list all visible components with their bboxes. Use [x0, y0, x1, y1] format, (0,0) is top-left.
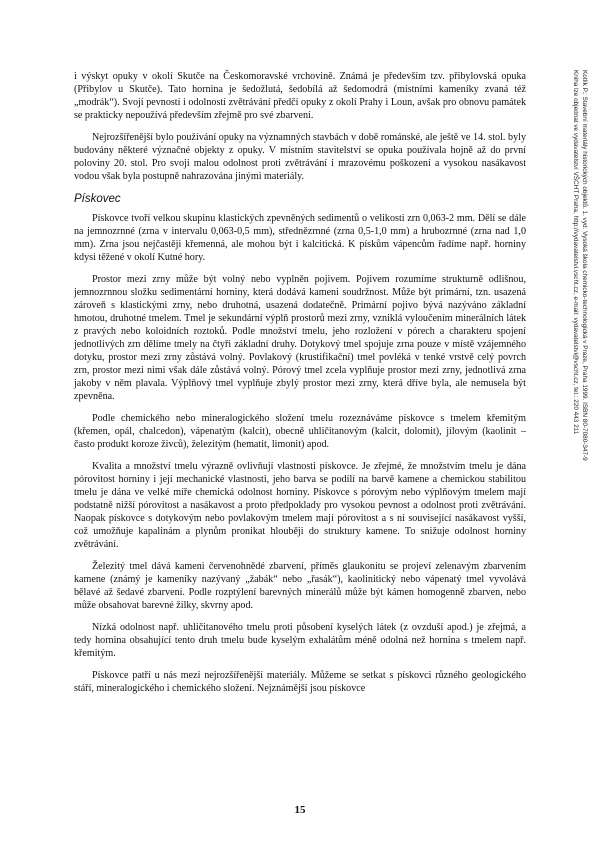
intro-paragraph: i výskyt opuky v okolí Skutče na Českomoravské vrchovině. Známá je především tzv. přibylovská opuka (Přibylov u Skutče). Tato hornina je šedožlutá, šedobílá až šedomodrá (místními kameníky zvaná též „modrák“). Svojí pevností i odolností zvětrávání předčí opuky z okolí Prahy i Loun, avšak pro obnovu památek se prakticky nepoužívá především zřejmě pro své zbarvení. — [74, 71, 526, 121]
paragraph: Pískovce patří u nás mezi nejrozšířenější materiály. Můžeme se setkat s pískovci různého geologického stáří, mineralogického i chemického složení. Nejznámější jsou pískovce — [74, 670, 526, 694]
usage-paragraph: Nejrozšířenější bylo používání opuky na významných stavbách v době románské, ale ještě ve 14. stol. byly budovány některé význačné objekty z opuky. V místním stavitelství se opuka používala hojně až do první poloviny 20. stol. Pro svoji malou odolnost proti zvětrávání i mrazovému poškození a vysokou nasákavost vodou však byla postupně nahrazována jinými materiály. — [74, 132, 526, 182]
ordering-line: Kniha lze objednat ve vydavatelství VŠCHT Praha, http://vydavatelstvi.vscht.cz, e-mail: vydavatelstvi@vscht.cz, tel.: 220 443 211 — [572, 70, 579, 435]
paragraph: Prostor mezi zrny může být volný nebo vyplněn pojivem. Pojivem rozumíme strukturně odlišnou, jemnozrnnou složku sedimentární horniny, která dodává kameni soudržnost. Může být primární, tzn. usazená zároveň s klastickými zrny, nebo druhotná, usazená dodatečně. Primární pojivo bývá nazýváno základní hmotou, druhotné tmelem. Tmel je sekundární výplň prostorů mezi zrny, vzniklá vyloučením minerálních látek z pravých nebo koloidních roztoků. Podle množství tmelu, jeho rozložení v pórech a charakteru spojení jednotlivých zrn dělíme tmely na čtyři základní druhy. Dotykový tmel spojuje zrna pouze v místě vzájemného dotyku, prostor mezi zrny zůstává volný. Povlakový (krustifikační) tmel povléká v tenké vrstvě celý povrch zrn, prostor mezi nimi však dále zůstává volný. Pórový tmel zcela vyplňuje prostor mezi zrny, jednotlivá zrna jakoby v něm plavala. Výplňový tmel vyplňuje zbylý prostor mezi zrny, která dříve byla, ale nemusela být zpevněna. — [74, 274, 526, 402]
page-number: 15 — [294, 804, 306, 816]
paragraph: Železitý tmel dává kameni červenohnědé zbarvení, příměs glaukonitu se projeví zelenavým zbarvením kamene (známý je kameníky nazývaný „žabák“ nebo „řasák“), kaolinitický nebo vápenatý tmel vyvolává bělavé až šedavé zbarvení. Podle rozptýlení barevných minerálů může být kámen homogenně zbarven, nebo může obsahovat barevné žilky, skvrny apod. — [74, 561, 526, 611]
paragraph: Pískovce tvoří velkou skupinu klastických zpevněných sedimentů o velikosti zrn 0,063-2 mm. Dělí se dále na jemnozrnné (zrna v intervalu 0,063-0,5 mm), střednězrnné (zrna 0,5-1,0 mm) a hrubozrnné (zrna nad 1,0 mm). Zrna jsou nejčastěji křemenná, ale mohou být i kalcitická. K pískům vápencům řadíme např. horniny kdysi těžené v okolí Kutné hory. — [74, 213, 526, 263]
section-heading-piskovec: Pískovec — [74, 193, 121, 205]
citation-sidenote — [549, 70, 589, 630]
document-body — [74, 70, 526, 695]
citation-line: Kotlík P.: Stavební materiály historických objektů. 1. vyd. Vysoká škola chemicko-technologická v Praze, Praha 1999. ISBN 80-7080-347-9 — [581, 70, 588, 461]
paragraph: Podle chemického nebo mineralogického složení tmelu rozeznáváme pískovce s tmelem křemitým (křemen, opál, chalcedon), vápenatým (kalcit), obecně uhličitanovým (kalcit, dolomit), jílovým (kaolinit – často produkt koroze živců), železitým (hematit, limonit) apod. — [74, 413, 526, 450]
paragraph: Nízká odolnost např. uhličitanového tmelu proti působení kyselých látek (z ovzduší apod.) je zřejmá, a tedy hornina obsahující tento druh tmelu bude kyselým exhalátům méně odolná než hornina s tmelem např. křemitým. — [74, 622, 526, 659]
paragraph: Kvalita a množství tmelu výrazně ovlivňují vlastnosti pískovce. Je zřejmé, že množstvím tmelu je dána pórovitost horniny i její mechanické vlastnosti, jeho barva se podílí na barvě kamene a chemickou stabilitou tmelu je dána ve velké míře chemická odolnost horniny. Pískovce s pórovým nebo výplňovým tmelem mají podstatně nižší pórovitost a nasákavost a proto předpoklady pro vysokou pevnost a odolnost proti zvětrávání. Naopak pískovce s dotykovým nebo povlakovým tmelem mají pórovitost a s ní související nasákavost vyšší, což umožňuje kapalinám a plynům pronikat hlouběji do struktury kamene. To snižuje odolnost horniny zvětrávání. — [74, 461, 526, 550]
